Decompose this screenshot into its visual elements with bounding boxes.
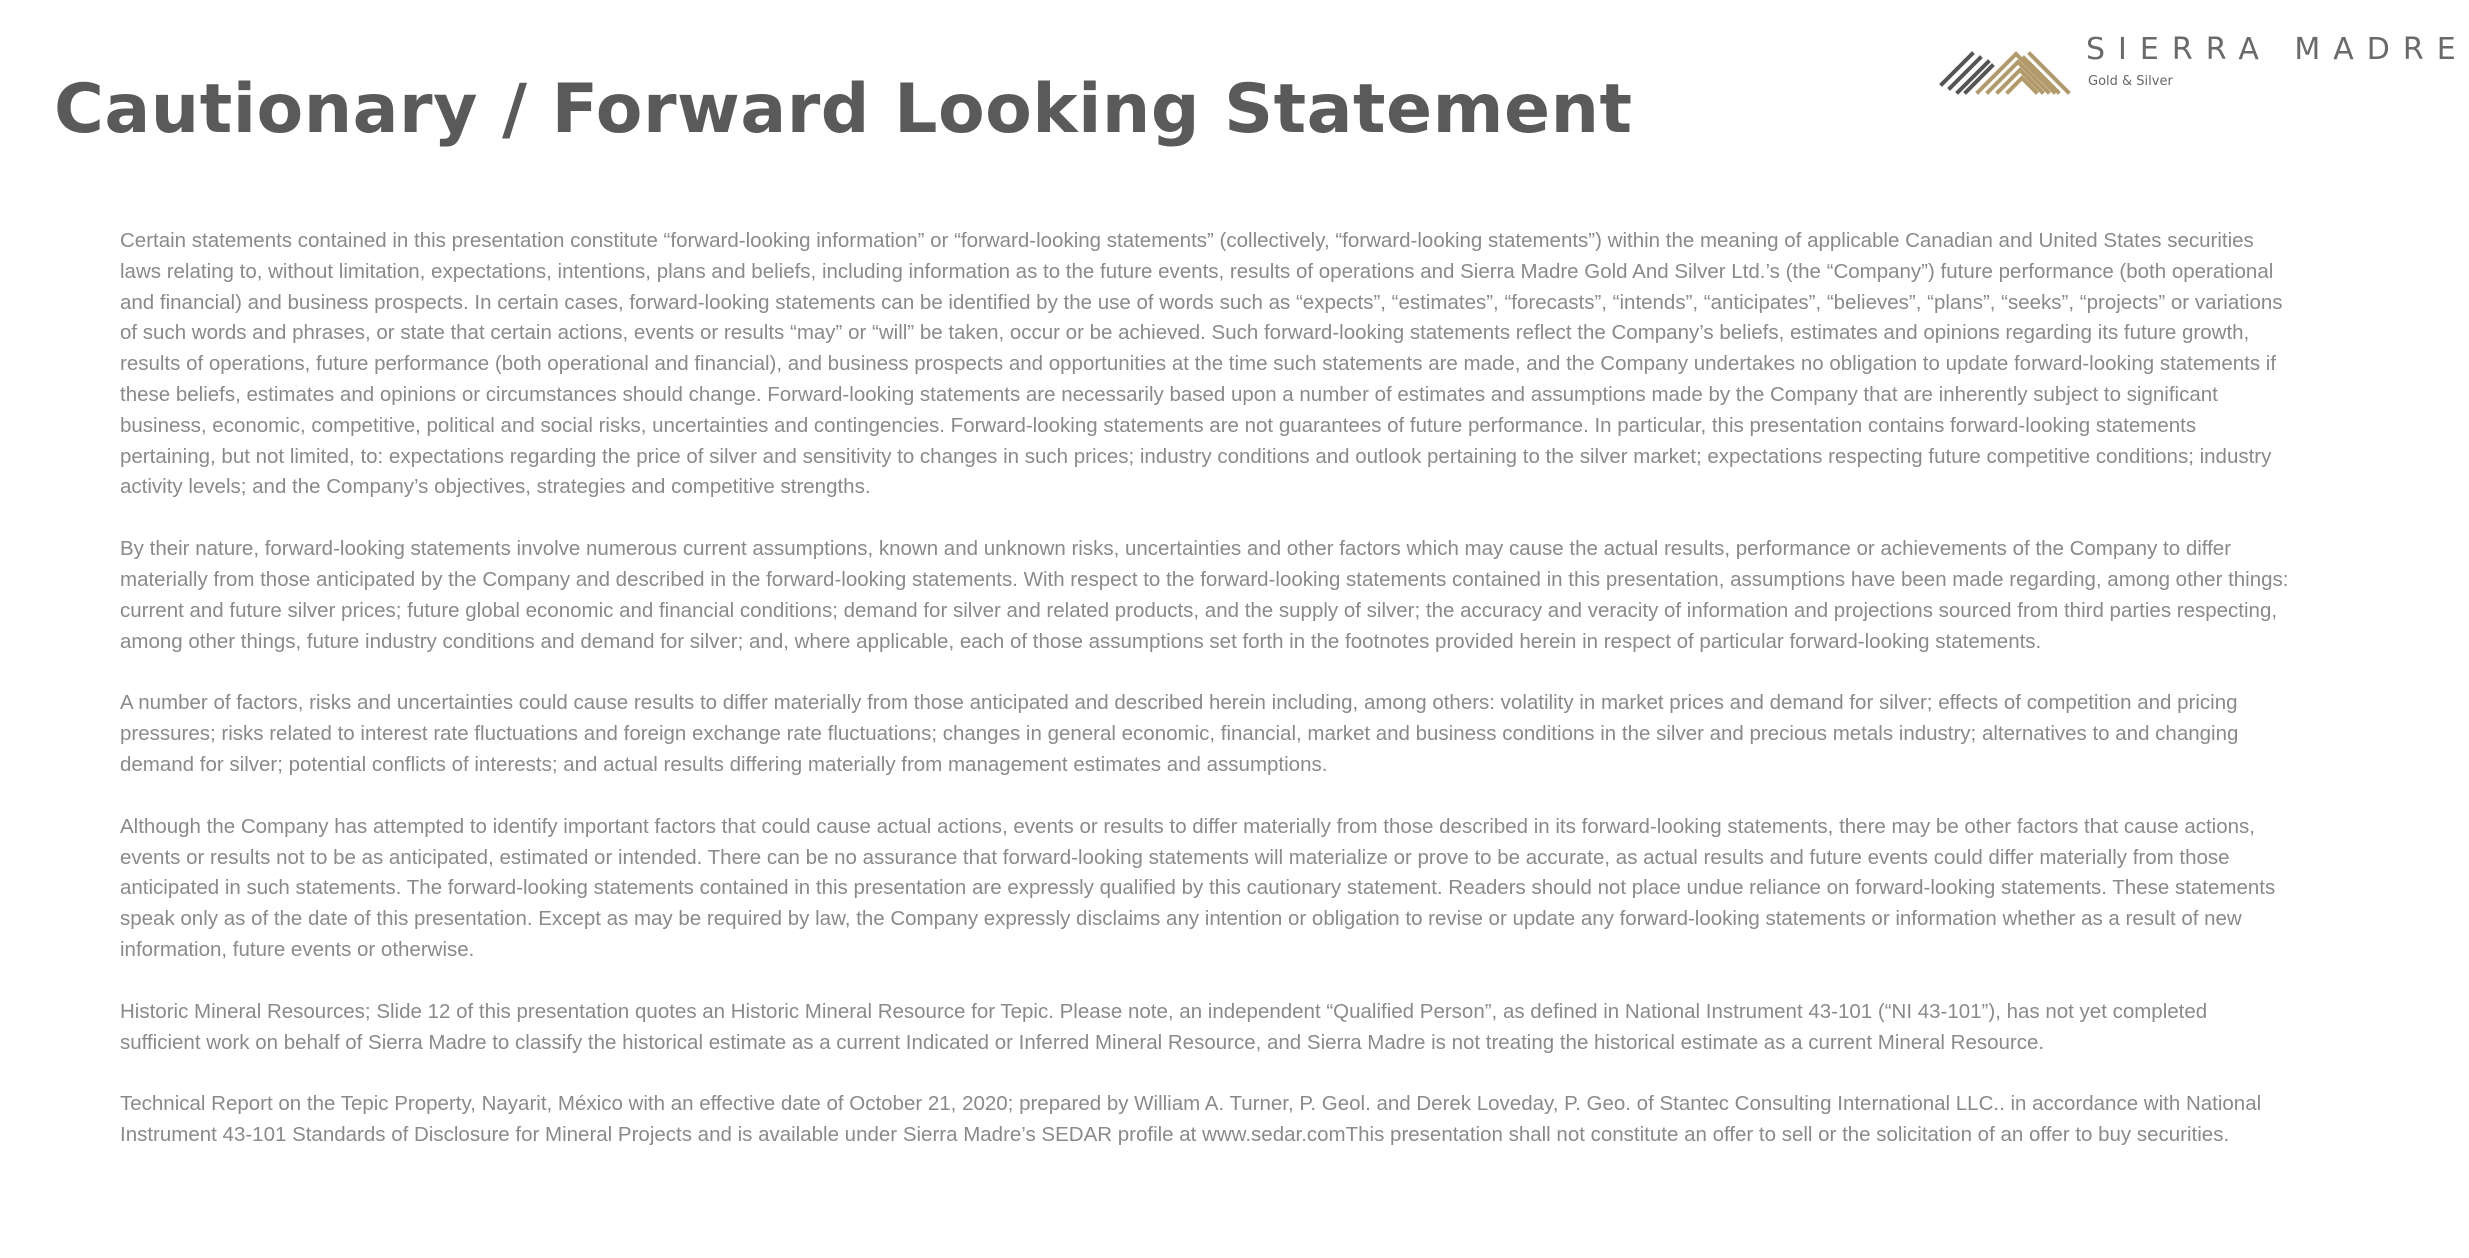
logo-gold-ridge — [1978, 54, 2054, 92]
paragraph-technical-report: Technical Report on the Tepic Property, Nayarit, México with an effective date of October 21, 2020; prepared by William A. Turner, P. Geol. and Derek Loveday, P. Geo. of Stantec Consulting International LLC.. in accordance with National Instrument 43-101 Standards of Disclosure for Mineral Projects and is available under Sierra Madre’s SEDAR profile at www.sedar.comThis presentation shall not constitute an offer to sell or the solicitation of an offer to buy securities. — [120, 1092, 2262, 1147]
disclaimer-body — [120, 226, 2292, 1182]
paragraph-risk-factors: A number of factors, risks and uncertainties could cause results to differ materially from those anticipated and described herein including, among others: volatility in market prices and demand for silver; effects of competition and pricing pressures; risks related to interest rate fluctuations and foreign exchange rate fluctuations; changes in general economic, financial, market and business conditions in the silver and precious metals industry; alternatives to and changing demand for silver; potential conflicts of interests; and actual results differing materially from management estimates and assumptions. — [120, 691, 2239, 776]
sierra-madre-logo — [1938, 24, 2469, 96]
slide-title: Cautionary / Forward Looking Statement — [54, 70, 1633, 149]
mountain-logo-icon — [1938, 24, 2088, 96]
paragraph-no-assurance: Although the Company has attempted to identify important factors that could cause actual actions, events or results to differ materially from those described in its forward-looking statements, there may be other factors that cause actions, events or results not to be as anticipated, estimated or intended. There can be no assurance that forward-looking statements will materialize or prove to be accurate, as actual results and future events could differ materially from those anticipated in such statements. The forward-looking statements contained in this presentation are expressly qualified by this cautionary statement. Readers should not place undue reliance on forward-looking statements. These statements speak only as of the date of this presentation. Except as may be required by law, the Company expressly disclaims any intention or obligation to revise or update any forward-looking statements or information whether as a result of new information, future events or otherwise. — [120, 814, 2276, 961]
logo-tagline: Gold & Silver — [2088, 74, 2173, 89]
logo-name: SIERRA MADRE — [2086, 32, 2469, 67]
paragraph-forward-looking-info: Certain statements contained in this presentation constitute “forward-looking information” or “forward-looking statements” (collectively, “forward-looking statements”) within the meaning of applicable Canadian and United States securities laws relating to, without limitation, expectations, intentions, plans and beliefs, including information as to the future events, results of operations and Sierra Madre Gold And Silver Ltd.’s (the “Company”) future performance (both operational and financial) and business prospects. In certain cases, forward-looking statements can be identified by the use of words such as “expects”, “estimates”, “forecasts”, “intends”, “anticipates”, “believes”, “plans”, “seeks”, “projects” or variations of such words and phrases, or state that certain actions, events or results “may” or “will” be taken, occur or be achieved. Such forward-looking statements reflect the Company’s beliefs, estimates and opinions regarding its future growth, results of operations, future performance (both operational and financial), and business prospects and opportunities at the time such statements are made, and the Company undertakes no obligation to update forward-looking statements if these beliefs, estimates and opinions or circumstances should change. Forward-looking statements are necessarily based upon a number of estimates and assumptions made by the Company that are inherently subject to significant business, economic, competitive, political and social risks, uncertainties and contingencies. Forward-looking statements are not guarantees of future performance. In particular, this presentation contains forward-looking statements pertaining, but not limited, to: expectations regarding the price of silver and sensitivity to changes in such prices; industry conditions and outlook pertaining to the silver market; expectations respecting future competitive conditions; industry activity levels; and the Company’s objectives, strategies and competitive strengths. — [120, 229, 2283, 499]
paragraph-assumptions: By their nature, forward-looking statements involve numerous current assumptions, known and unknown risks, uncertainties and other factors which may cause the actual results, performance or achievements of the Company to differ materially from those anticipated by the Company and described in the forward-looking statements. With respect to the forward-looking statements contained in this presentation, assumptions have been made regarding, among other things: current and future silver prices; future global economic and financial conditions; demand for silver and related products, and the supply of silver; the accuracy and veracity of information and projections sourced from third parties respecting, among other things, future industry conditions and demand for silver; and, where applicable, each of those assumptions set forth in the footnotes provided herein in respect of particular forward-looking statements. — [120, 537, 2289, 653]
paragraph-historic-resources: Historic Mineral Resources; Slide 12 of this presentation quotes an Historic Mineral Resource for Tepic. Please note, an independent “Qualified Person”, as defined in National Instrument 43-101 (“NI 43-101”), has not yet completed sufficient work on behalf of Sierra Madre to classify the historical estimate as a current Indicated or Inferred Mineral Resource, and Sierra Madre is not treating the historical estimate as a current Mineral Resource. — [120, 999, 2208, 1054]
